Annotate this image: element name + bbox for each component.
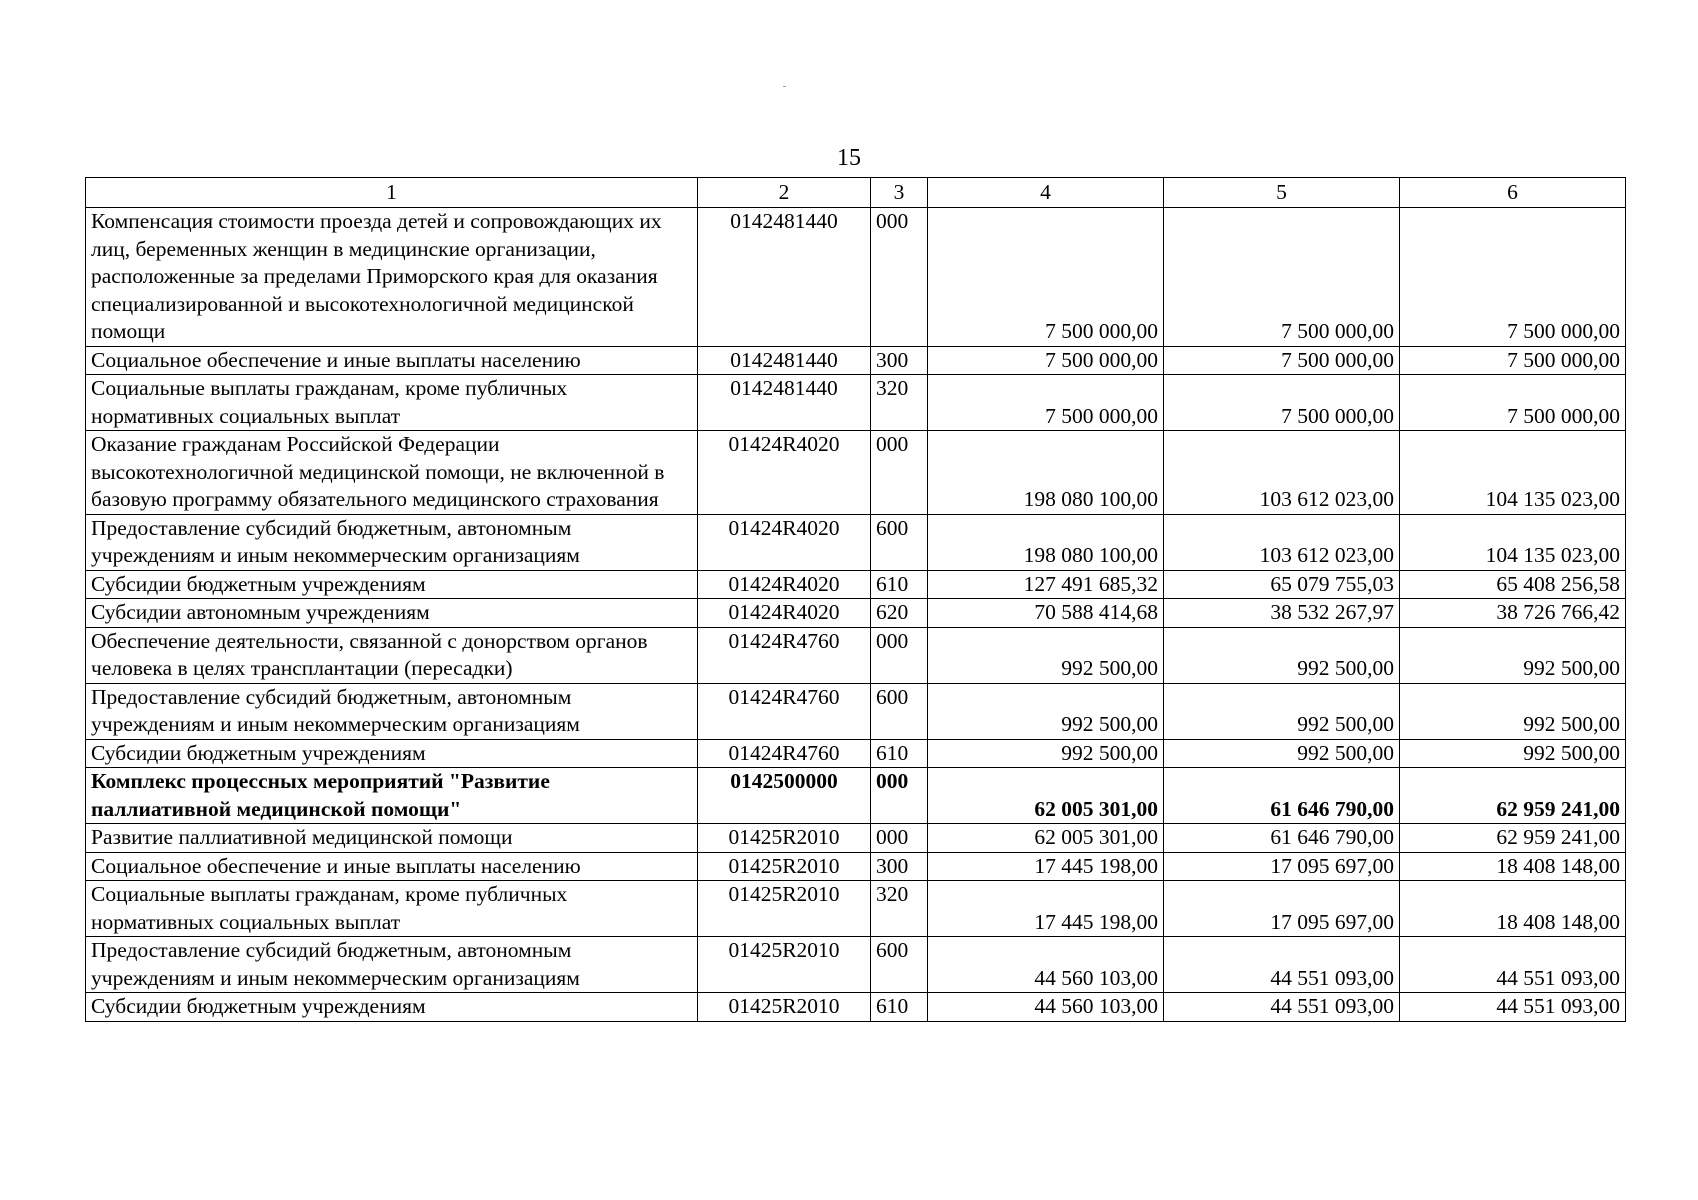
row-code: 01424R4760 [698,739,871,768]
row-value-col-4: 992 500,00 [928,739,1164,768]
row-value-col-4: 44 560 103,00 [928,937,1164,993]
table-row [86,346,1626,375]
row-code: 01425R2010 [698,937,871,993]
row-name: Развитие паллиативной медицинской помощи [86,824,698,853]
row-code: 0142500000 [698,768,871,824]
row-value-col-4: 7 500 000,00 [928,346,1164,375]
row-value-col-5: 103 612 023,00 [1164,514,1400,570]
row-type: 610 [871,570,928,599]
row-code: 01425R2010 [698,824,871,853]
row-code: 01424R4760 [698,627,871,683]
row-code: 01424R4760 [698,683,871,739]
row-value-col-4: 62 005 301,00 [928,824,1164,853]
row-name: Предоставление субсидий бюджетным, автономным учреждениям и иным некоммерческим организациям [86,937,698,993]
row-type: 320 [871,881,928,937]
row-value-col-5: 992 500,00 [1164,683,1400,739]
row-code: 01425R2010 [698,852,871,881]
row-name: Предоставление субсидий бюджетным, автономным учреждениям и иным некоммерческим организациям [86,514,698,570]
row-value-col-6: 44 551 093,00 [1400,937,1626,993]
header-col-5: 5 [1164,178,1400,208]
row-value-col-4: 62 005 301,00 [928,768,1164,824]
row-value-col-4: 127 491 685,32 [928,570,1164,599]
row-value-col-6: 104 135 023,00 [1400,431,1626,515]
row-value-col-6: 992 500,00 [1400,739,1626,768]
row-value-col-6: 44 551 093,00 [1400,993,1626,1022]
row-value-col-5: 38 532 267,97 [1164,599,1400,628]
row-name: Комплекс процессных мероприятий "Развитие паллиативной медицинской помощи" [86,768,698,824]
table-row [86,599,1626,628]
row-type: 600 [871,514,928,570]
header-col-4: 4 [928,178,1164,208]
table-row [86,881,1626,937]
row-name: Социальные выплаты гражданам, кроме публичных нормативных социальных выплат [86,375,698,431]
row-value-col-5: 7 500 000,00 [1164,346,1400,375]
row-code: 01424R4020 [698,514,871,570]
table-row [86,683,1626,739]
table-row [86,514,1626,570]
row-value-col-5: 17 095 697,00 [1164,881,1400,937]
page-number: 15 [837,145,861,171]
header-col-2: 2 [698,178,871,208]
row-value-col-5: 61 646 790,00 [1164,768,1400,824]
row-value-col-5: 992 500,00 [1164,739,1400,768]
table-row [86,627,1626,683]
row-code: 01424R4020 [698,599,871,628]
row-value-col-5: 17 095 697,00 [1164,852,1400,881]
row-name: Субсидии бюджетным учреждениям [86,570,698,599]
row-value-col-6: 62 959 241,00 [1400,768,1626,824]
row-value-col-5: 103 612 023,00 [1164,431,1400,515]
row-code: 0142481440 [698,346,871,375]
table-header [86,178,1626,208]
row-code: 0142481440 [698,375,871,431]
table-row [86,824,1626,853]
row-value-col-5: 7 500 000,00 [1164,375,1400,431]
header-col-6: 6 [1400,178,1626,208]
row-name: Оказание гражданам Российской Федерации высокотехнологичной медицинской помощи, не включенной в базовую программу обязательного медицинского страхования [86,431,698,515]
row-name: Компенсация стоимости проезда детей и сопровождающих их лиц, беременных женщин в медицинские организации, расположенные за пределами Приморского края для оказания специализированной и высокотехнологичной медицинской помощи [86,208,698,347]
row-value-col-4: 17 445 198,00 [928,881,1164,937]
row-type: 000 [871,768,928,824]
row-code: 01424R4020 [698,431,871,515]
table-body [86,208,1626,1022]
row-type: 610 [871,739,928,768]
row-value-col-6: 65 408 256,58 [1400,570,1626,599]
table-row [86,375,1626,431]
table-row [86,208,1626,347]
row-type: 320 [871,375,928,431]
row-value-col-4: 992 500,00 [928,683,1164,739]
row-name: Предоставление субсидий бюджетным, автономным учреждениям и иным некоммерческим организациям [86,683,698,739]
budget-table [85,177,1626,1022]
table-row [86,570,1626,599]
row-value-col-5: 61 646 790,00 [1164,824,1400,853]
row-type: 600 [871,937,928,993]
row-type: 300 [871,852,928,881]
row-code: 01424R4020 [698,570,871,599]
header-col-1: 1 [86,178,698,208]
row-value-col-4: 44 560 103,00 [928,993,1164,1022]
row-value-col-6: 38 726 766,42 [1400,599,1626,628]
row-code: 01425R2010 [698,881,871,937]
row-type: 000 [871,208,928,347]
table-row [86,937,1626,993]
row-value-col-6: 7 500 000,00 [1400,375,1626,431]
table-row [86,739,1626,768]
row-code: 01425R2010 [698,993,871,1022]
row-name: Обеспечение деятельности, связанной с донорством органов человека в целях трансплантации (пересадки) [86,627,698,683]
row-value-col-4: 198 080 100,00 [928,431,1164,515]
row-value-col-6: 7 500 000,00 [1400,346,1626,375]
row-type: 000 [871,824,928,853]
row-value-col-4: 17 445 198,00 [928,852,1164,881]
row-value-col-4: 992 500,00 [928,627,1164,683]
row-value-col-6: 992 500,00 [1400,683,1626,739]
row-type: 600 [871,683,928,739]
row-value-col-6: 18 408 148,00 [1400,852,1626,881]
row-name: Субсидии автономным учреждениям [86,599,698,628]
row-type: 000 [871,431,928,515]
row-value-col-6: 104 135 023,00 [1400,514,1626,570]
header-row [86,178,1626,208]
row-name: Субсидии бюджетным учреждениям [86,993,698,1022]
row-type: 620 [871,599,928,628]
row-name: Социальные выплаты гражданам, кроме публичных нормативных социальных выплат [86,881,698,937]
row-value-col-6: 62 959 241,00 [1400,824,1626,853]
row-value-col-4: 7 500 000,00 [928,375,1164,431]
scan-speck [783,86,786,87]
row-value-col-4: 70 588 414,68 [928,599,1164,628]
row-value-col-5: 7 500 000,00 [1164,208,1400,347]
row-name: Социальное обеспечение и иные выплаты населению [86,852,698,881]
row-type: 000 [871,627,928,683]
row-type: 610 [871,993,928,1022]
row-name: Социальное обеспечение и иные выплаты населению [86,346,698,375]
row-value-col-6: 7 500 000,00 [1400,208,1626,347]
row-value-col-5: 65 079 755,03 [1164,570,1400,599]
row-name: Субсидии бюджетным учреждениям [86,739,698,768]
row-value-col-5: 44 551 093,00 [1164,993,1400,1022]
table-row [86,431,1626,515]
row-value-col-4: 7 500 000,00 [928,208,1164,347]
row-value-col-4: 198 080 100,00 [928,514,1164,570]
row-value-col-6: 18 408 148,00 [1400,881,1626,937]
row-value-col-6: 992 500,00 [1400,627,1626,683]
header-col-3: 3 [871,178,928,208]
table-row [86,993,1626,1022]
row-value-col-5: 992 500,00 [1164,627,1400,683]
table-row [86,852,1626,881]
row-code: 0142481440 [698,208,871,347]
row-type: 300 [871,346,928,375]
table-row [86,768,1626,824]
row-value-col-5: 44 551 093,00 [1164,937,1400,993]
